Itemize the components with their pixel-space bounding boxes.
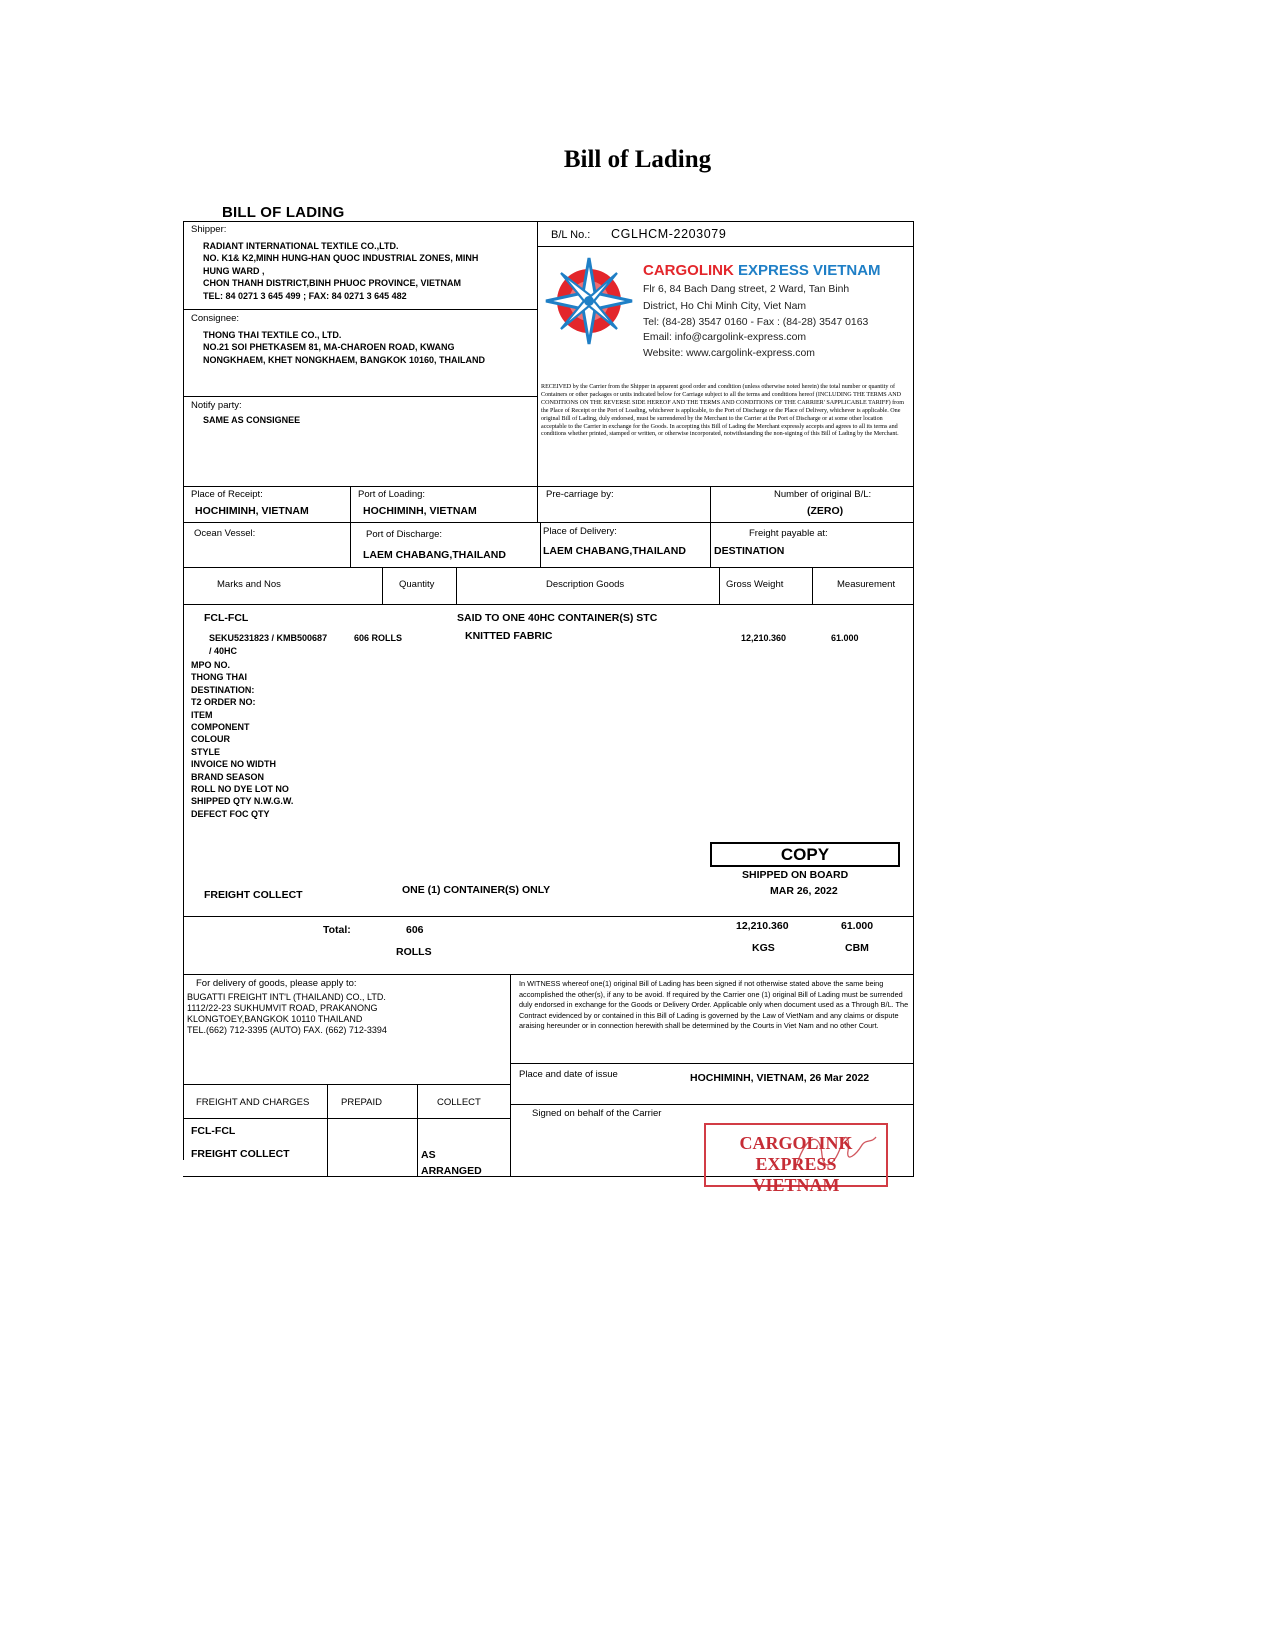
- marks-line: COMPONENT: [191, 722, 250, 733]
- marks-title: FCL-FCL: [204, 612, 249, 624]
- ocean-vessel-label: Ocean Vessel:: [194, 528, 256, 539]
- delivery-agent-line: BUGATTI FREIGHT INT'L (THAILAND) CO., LTD.: [187, 992, 386, 1002]
- quantity-header: Quantity: [399, 579, 435, 590]
- description-line-1: SAID TO ONE 40HC CONTAINER(S) STC: [457, 612, 658, 624]
- marks-list: [191, 659, 293, 820]
- charges-line-1: FCL-FCL: [191, 1125, 236, 1137]
- place-of-delivery-value: LAEM CHABANG,THAILAND: [543, 545, 686, 557]
- shipper-line: HUNG WARD ,: [203, 265, 265, 276]
- bl-no-label: B/L No.:: [551, 229, 591, 241]
- witness-clause: In WITNESS whereof one(1) original Bill of Lading has been signed if not otherwise stated above the same being accomplished the other(s), if any to be avoid. If required by the Carrier one (1) original Bill of Lading must be surrended duly endorsed in exchange for the Goods or Delivery Order. Applicable only when document used as a Through B/L. The Contract evidenced by or contained in this Bill of Lading is governed by the Law of VietNam and any claims or dispute araising hereunder or in connection herewith shall be determined by the Courts in Viet Nam and no other Court.: [519, 979, 909, 1031]
- delivery-agent-block: [187, 992, 387, 1036]
- total-weight-unit: KGS: [752, 942, 775, 954]
- collect-header: COLLECT: [437, 1097, 481, 1108]
- charges-line-2: FREIGHT COLLECT: [191, 1148, 290, 1160]
- marks-line: DEFECT FOC QTY: [191, 808, 270, 819]
- shipper-block: [203, 240, 478, 302]
- pre-carriage-label: Pre-carriage by:: [546, 489, 614, 500]
- freight-note: FREIGHT COLLECT: [204, 889, 303, 901]
- total-unit: ROLLS: [396, 946, 432, 958]
- freight-payable-value: DESTINATION: [714, 545, 785, 557]
- page-title: Bill of Lading: [563, 146, 712, 173]
- issue-value: HOCHIMINH, VIETNAM, 26 Mar 2022: [690, 1072, 870, 1084]
- carrier-address-1: Flr 6, 84 Bach Dang street, 2 Ward, Tan Binh: [643, 284, 850, 295]
- delivery-agent-label: For delivery of goods, please apply to:: [196, 978, 357, 989]
- measurement-header: Measurement: [837, 579, 896, 590]
- gross-weight-header: Gross Weight: [726, 579, 784, 590]
- carrier-name-part2: EXPRESS VIETNAM: [738, 262, 881, 279]
- carrier-phone: Tel: (84-28) 3547 0160 - Fax : (84-28) 3547 0163: [643, 317, 869, 328]
- freight-payable-label: Freight payable at:: [749, 528, 828, 539]
- stamp-line-2: VIETNAM: [752, 1175, 840, 1195]
- notify-label: Notify party:: [191, 400, 242, 411]
- number-of-original-label: Number of original B/L:: [774, 489, 872, 500]
- place-of-delivery-label: Place of Delivery:: [543, 526, 617, 537]
- document-heading: BILL OF LADING: [222, 204, 345, 221]
- description-line-2: KNITTED FABRIC: [465, 630, 553, 642]
- right-border: [913, 221, 914, 1176]
- carrier-website: Website: www.cargolink-express.com: [643, 348, 815, 359]
- shipper-line: CHON THANH DISTRICT,BINH PHUOC PROVINCE, VIETNAM: [203, 278, 462, 289]
- prepaid-header: PREPAID: [341, 1097, 383, 1108]
- port-of-discharge-label: Port of Discharge:: [366, 529, 443, 540]
- carrier-terms: RECEIVED by the Carrier from the Shipper in apparent good order and condition (unless otherwise noted herein) the total number or quantity of Containers or other packages or units indicated below for Carriage subject to all the terms and conditions hereof (INCLUDING THE TERMS AND CONDITIONS ON THE REVERSE SIDE HEREOF AND THE TERMS AND CONDITIONS OF THE CARRIER' SAPPLICABLE TARIFF) from the Place of Receipt or the Port of Loading, whichever is applicable, to the Port of Discharge or the Place of Delivery, whichever is applicable. One original Bill of Lading, duly endorsed, must be surrendered by the Merchant to the Carrier at the Port of Discharge or at some other location acceptable to the Carrier in exchange for the Goods. In accepting this Bill of Lading the Merchant expressly accepts and agrees to all its terms and conditions whether printed, stamped or written, or otherwise incorporated, notwithstanding the non-signing of this Bill of Lading by the Merchant.: [541, 384, 904, 438]
- header-divider: [537, 221, 538, 486]
- container-type: / 40HC: [209, 646, 238, 656]
- total-label: Total:: [323, 924, 351, 936]
- port-of-loading-label: Port of Loading:: [358, 489, 426, 500]
- marks-line: T2 ORDER NO:: [191, 697, 256, 708]
- marks-line: SHIPPED QTY N.W.G.W.: [191, 796, 294, 807]
- carrier-name: [643, 262, 881, 279]
- marks-line: BRAND SEASON: [191, 771, 265, 782]
- delivery-agent-line: KLONGTOEY,BANGKOK 10110 THAILAND: [187, 1014, 363, 1024]
- signature-scribble-icon: [790, 1125, 880, 1180]
- place-of-receipt-value: HOCHIMINH, VIETNAM: [195, 505, 309, 517]
- left-border: [183, 221, 184, 1160]
- total-gross-weight: 12,210.360: [736, 920, 789, 932]
- carrier-info: [643, 282, 868, 363]
- containers-only: ONE (1) CONTAINER(S) ONLY: [402, 884, 551, 896]
- shipper-line: NO. K1& K2,MINH HUNG-HAN QUOC INDUSTRIAL ZONES, MINH: [203, 253, 479, 264]
- shipper-line: RADIANT INTERNATIONAL TEXTILE CO.,LTD.: [203, 241, 399, 251]
- shipped-on-board: SHIPPED ON BOARD: [742, 869, 849, 881]
- delivery-agent-line: 1112/22-23 SUKHUMVIT ROAD, PRAKANONG: [187, 1003, 378, 1013]
- collect-value-2: ARRANGED: [421, 1165, 482, 1177]
- signed-label: Signed on behalf of the Carrier: [532, 1108, 662, 1119]
- goods-measurement: 61.000: [831, 633, 859, 643]
- number-of-original-value: (ZERO): [807, 505, 844, 517]
- marks-line: ROLL NO DYE LOT NO: [191, 784, 289, 795]
- shipped-date: MAR 26, 2022: [770, 885, 838, 897]
- collect-value-1: AS: [421, 1149, 436, 1161]
- marks-header: Marks and Nos: [217, 579, 281, 590]
- marks-line: COLOUR: [191, 734, 230, 745]
- charges-header: FREIGHT AND CHARGES: [196, 1097, 310, 1108]
- shipper-line: TEL: 84 0271 3 645 499 ; FAX: 84 0271 3 645 482: [203, 290, 407, 301]
- place-of-receipt-label: Place of Receipt:: [191, 489, 263, 500]
- marks-line: INVOICE NO WIDTH: [191, 759, 276, 770]
- issue-label: Place and date of issue: [519, 1069, 618, 1080]
- consignee-label: Consignee:: [191, 313, 240, 324]
- total-quantity: 606: [406, 924, 424, 936]
- marks-line: ITEM: [191, 709, 213, 720]
- bl-no-value: CGLHCM-2203079: [611, 227, 727, 241]
- container-number: SEKU5231823 / KMB500687: [209, 633, 328, 643]
- shipper-label: Shipper:: [191, 224, 227, 235]
- port-of-loading-value: HOCHIMINH, VIETNAM: [363, 505, 477, 517]
- marks-line: MPO NO.: [191, 660, 231, 670]
- description-header: Description Goods: [546, 579, 625, 590]
- total-measurement: 61.000: [841, 920, 874, 932]
- marks-line: STYLE: [191, 746, 221, 757]
- top-border: [183, 221, 914, 222]
- goods-gross-weight: 12,210.360: [741, 633, 787, 643]
- consignee-line: NONGKHAEM, KHET NONGKHAEM, BANGKOK 10160, THAILAND: [203, 354, 486, 365]
- carrier-email: Email: info@cargolink-express.com: [643, 331, 806, 343]
- consignee-block: [203, 329, 485, 366]
- delivery-agent-line: TEL.(662) 712-3395 (AUTO) FAX. (662) 712-3394: [187, 1025, 387, 1035]
- notify-value: SAME AS CONSIGNEE: [203, 415, 301, 425]
- goods-quantity: 606 ROLLS: [354, 633, 403, 643]
- carrier-logo-icon: [544, 256, 634, 346]
- stamp-line-1: CARGOLINK EXPRESS: [739, 1133, 853, 1174]
- marks-line: THONG THAI: [191, 672, 247, 683]
- carrier-address-2: District, Ho Chi Minh City, Viet Nam: [643, 300, 807, 312]
- consignee-line: THONG THAI TEXTILE CO., LTD.: [203, 330, 342, 340]
- total-measurement-unit: CBM: [845, 942, 869, 954]
- marks-line: DESTINATION:: [191, 684, 255, 695]
- port-of-discharge-value: LAEM CHABANG,THAILAND: [363, 549, 506, 561]
- consignee-line: NO.21 SOI PHETKASEM 81, MA-CHAROEN ROAD, KWANG: [203, 342, 455, 353]
- carrier-name-part1: CARGOLINK: [643, 262, 734, 279]
- copy-stamp: COPY: [710, 842, 900, 867]
